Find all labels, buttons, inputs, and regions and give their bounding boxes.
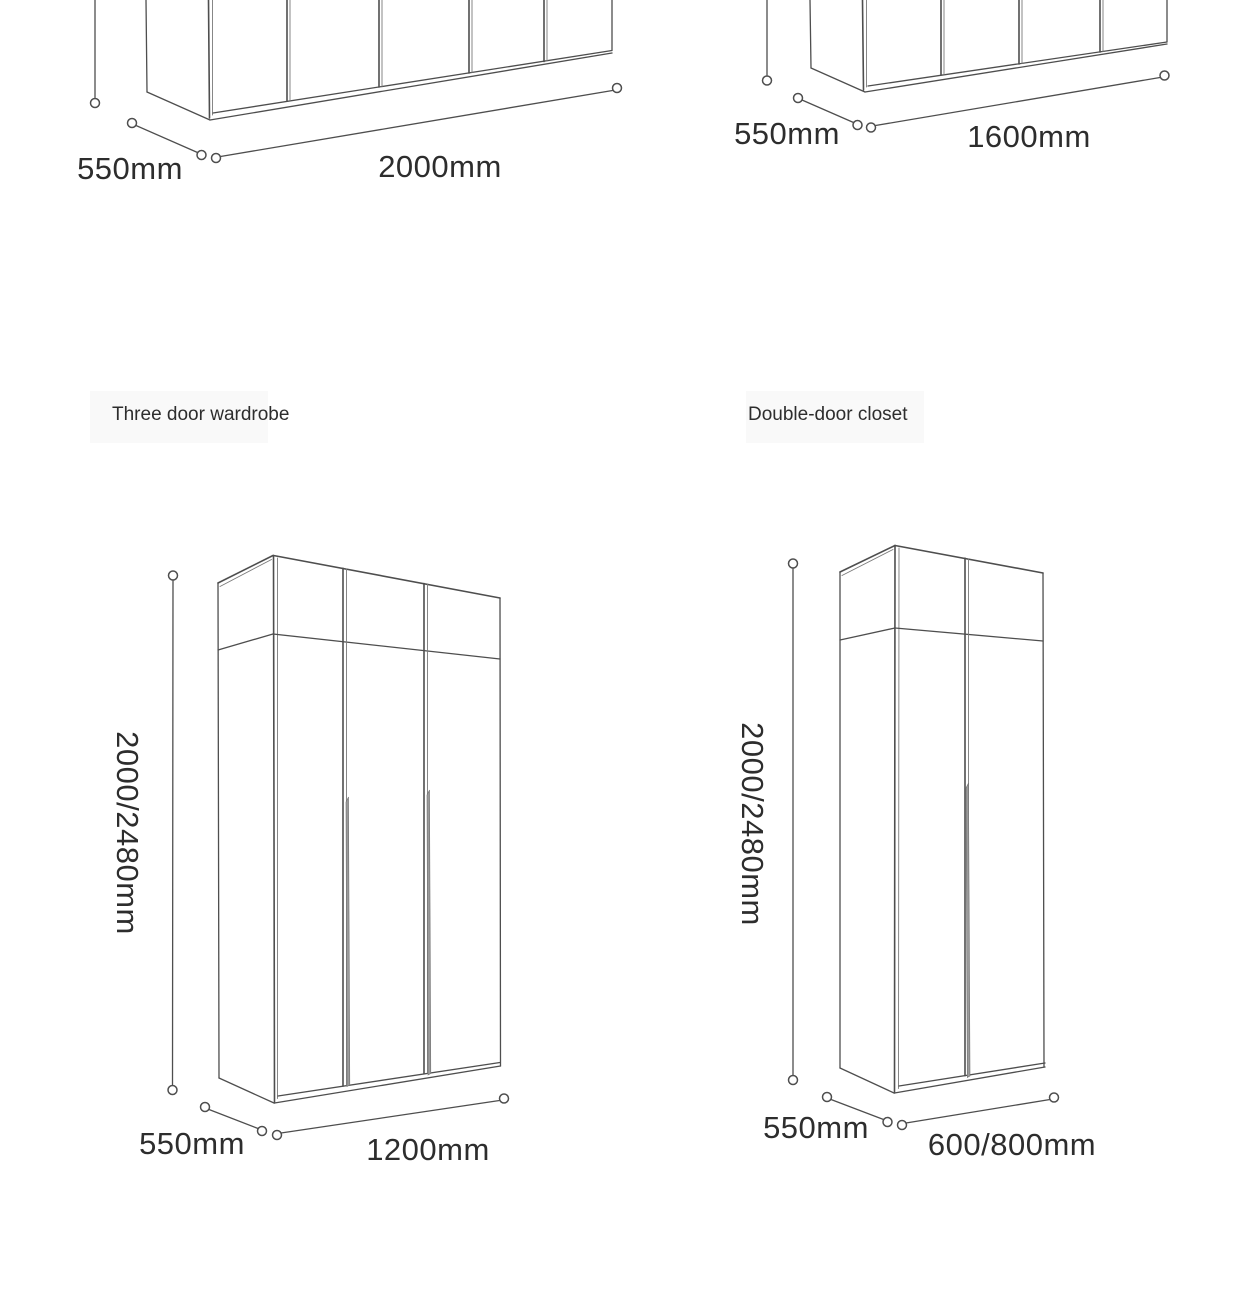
width-dimension-label: 2000mm bbox=[378, 149, 502, 184]
four-door-wardrobe-dimension-lines bbox=[763, 0, 1170, 132]
door-handle bbox=[427, 790, 431, 1075]
three-door-wardrobe-title: Three door wardrobe bbox=[112, 404, 290, 425]
double-door-closet-drawing bbox=[840, 546, 1045, 1094]
height-dimension-label: 2000/2480mm bbox=[110, 731, 145, 935]
five-door-wardrobe-dimension-lines bbox=[91, 0, 622, 163]
door-handle bbox=[966, 783, 970, 1078]
three-door-wardrobe-drawing bbox=[218, 556, 501, 1104]
double-door-closet-dimension-lines bbox=[789, 559, 1059, 1130]
depth-dimension-label: 550mm bbox=[763, 1110, 869, 1145]
door-handle bbox=[346, 797, 350, 1087]
depth-dimension-label: 550mm bbox=[139, 1126, 245, 1161]
double-door-closet-title: Double-door closet bbox=[748, 404, 908, 425]
width-dimension-label: 1600mm bbox=[967, 119, 1091, 154]
depth-dimension-label: 550mm bbox=[734, 116, 840, 151]
height-dimension-label: 2000/2480mm bbox=[735, 722, 770, 926]
width-dimension-label: 1200mm bbox=[366, 1132, 490, 1167]
width-dimension-label: 600/800mm bbox=[927, 1127, 1097, 1162]
four-door-wardrobe-drawing bbox=[810, 0, 1167, 92]
depth-dimension-label: 550mm bbox=[77, 151, 183, 186]
